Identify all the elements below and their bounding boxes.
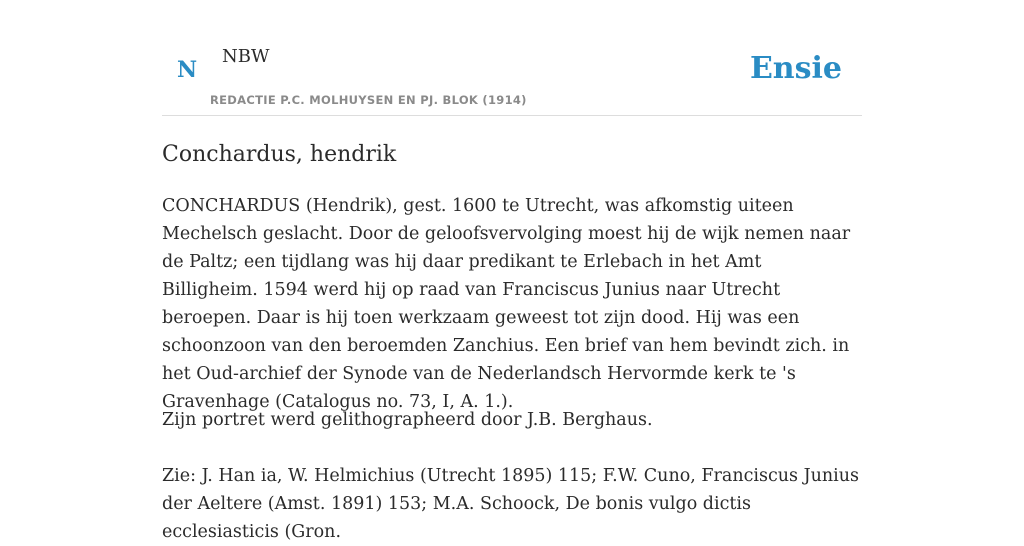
page <box>162 0 862 542</box>
source-title-link[interactable]: NBW <box>222 46 270 67</box>
source-logo[interactable]: N <box>177 57 198 83</box>
article-paragraph: Zie: J. Han ia, W. Helmichius (Utrecht 1895) 115; F.W. Cuno, Franciscus Junius der Aeltere (Amst. 1891) 153; M.A. Schoock, De bonis vulgo dictis ecclesiasticis (Gron. <box>162 466 860 542</box>
brand-logo-link[interactable]: Ensie <box>749 51 842 86</box>
article-paragraph: Zijn portret werd gelithographeerd door J.B. Berghaus. <box>162 410 653 430</box>
source-subtitle: REDACTIE P.C. MOLHUYSEN EN PJ. BLOK (1914) <box>210 93 527 107</box>
page-header <box>162 0 862 116</box>
article-paragraph: CONCHARDUS (Hendrik), gest. 1600 te Utrecht, was afkomstig uiteen Mechelsch geslacht. Door de geloofsvervolging moest hij de wijk nemen naar de Paltz; een tijdlang was hij daar predikant te Erlebach in het Amt Billigheim. 1594 werd hij op raad van Franciscus Junius naar Utrecht beroepen. Daar is hij toen werkzaam geweest tot zijn dood. Hij was een schoonzoon van den beroemden Zanchius. Een brief van hem bevindt zich. in het Oud-archief der Synode van de Nederlandsch Hervormde kerk te 's Gravenhage (Catalogus no. 73, I, A. 1.). <box>162 196 851 412</box>
article-title: Conchardus, hendrik <box>162 142 397 167</box>
